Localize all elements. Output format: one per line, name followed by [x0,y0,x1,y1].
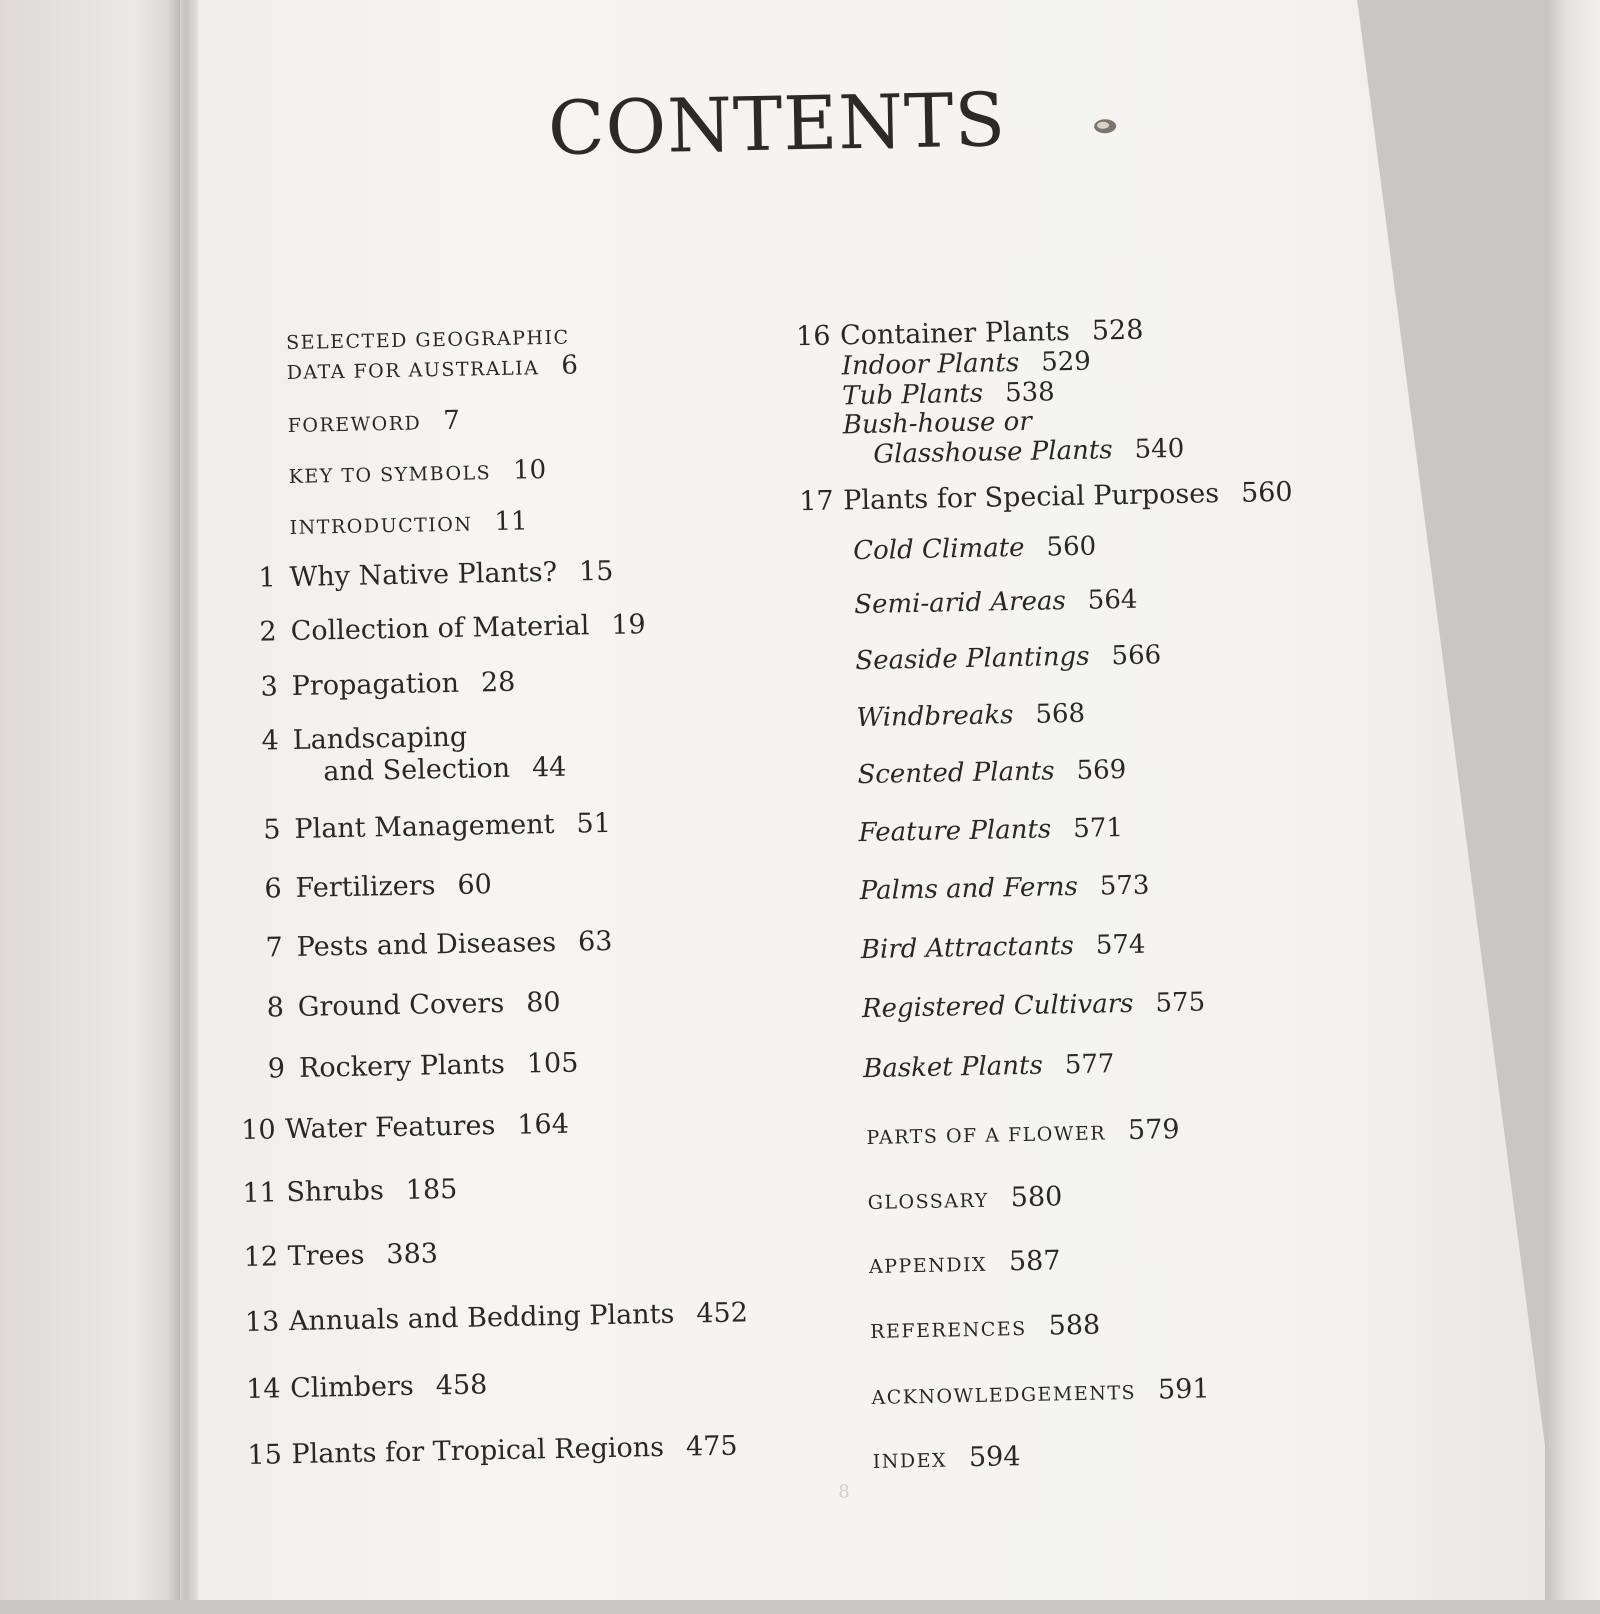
subsection-title: Feature Plants [858,814,1052,849]
toc-entry-page: 11 [494,506,528,538]
subsection-title: Registered Cultivars [861,988,1134,1025]
toc-chapter-12[interactable] [243,1238,438,1273]
chapter-title: Fertilizers [295,870,436,904]
chapter-number: 7 [265,932,284,964]
subsection-title: Indoor Plants [841,347,1020,382]
toc-subsection-cold-climate[interactable] [853,532,1096,567]
chapter-number: 4 [261,725,280,757]
chapter-title: Plants for Tropical Regions [291,1431,665,1471]
chapter-title: Collection of Material [290,610,590,647]
chapter-number: 6 [264,873,282,905]
toc-entry-appendix[interactable] [869,1245,1061,1280]
chapter-number: 5 [263,814,281,846]
toc-chapter-15[interactable] [247,1431,738,1471]
subsection-page: 574 [1095,929,1146,961]
toc-entry-label: PARTS OF A FLOWER [866,1122,1107,1150]
chapter-page: 60 [457,869,493,901]
chapter-page: 383 [386,1238,439,1271]
subsection-page: 568 [1035,698,1086,730]
toc-entry-geographic-data[interactable] [286,323,578,387]
chapter-title: Rockery Plants [298,1048,506,1084]
toc-chapter-17[interactable] [799,477,1293,517]
subsection-page: 540 [1134,433,1185,465]
chapter-number: 1 [258,562,276,594]
chapter-page: 475 [685,1430,738,1463]
toc-entry-glossary[interactable] [867,1181,1062,1216]
toc-chapter-14[interactable] [246,1369,488,1405]
page-number: 8 [838,1481,850,1503]
chapter-title: Plants for Special Purposes [842,478,1220,517]
toc-entry-label: FOREWORD [287,412,422,437]
chapter-title: Annuals and Bedding Plants [288,1298,675,1338]
toc-entry-page: 6 [561,350,579,381]
chapter-page: 458 [435,1369,488,1402]
chapter-page: 105 [526,1047,579,1080]
toc-entry-label: GLOSSARY [867,1189,990,1215]
chapter-page: 15 [578,555,614,588]
toc-chapter-11[interactable] [242,1174,457,1209]
toc-entry-foreword[interactable] [287,406,460,439]
subsection-title: Semi-arid Areas [853,586,1067,621]
toc-entry-page: 7 [442,405,461,437]
chapter-page: 63 [577,925,613,958]
toc-entry-label: APPENDIX [868,1253,988,1278]
toc-chapter-8[interactable] [254,987,561,1024]
toc-subsection-feature[interactable] [858,813,1123,848]
toc-entry-page: 10 [512,455,547,486]
subsection-title: Windbreaks [856,700,1014,734]
subsection-title: Seaside Plantings [855,641,1090,677]
chapter-title: Shrubs [286,1175,385,1209]
chapter-page: 560 [1240,476,1293,509]
toc-entry-label: INTRODUCTION [289,513,473,539]
toc-entry-label: ACKNOWLEDGEMENTS [871,1381,1137,1409]
chapter-number: 2 [259,616,277,648]
toc-chapter-1[interactable] [245,556,613,594]
chapter-page: 528 [1091,314,1144,347]
subsection-title: Palms and Ferns [859,871,1079,907]
toc-chapter-16[interactable] [796,315,1144,353]
chapter-page: 185 [405,1173,458,1206]
toc-subsection-basket[interactable] [863,1049,1115,1084]
subsection-page: 564 [1087,584,1138,616]
chapter-title: Container Plants [839,315,1071,352]
toc-entry-parts-of-a-flower[interactable] [866,1114,1180,1151]
chapter-number: 15 [247,1439,283,1471]
toc-entry-label: SELECTED GEOGRAPHIC [285,326,570,355]
toc-entry-index[interactable] [872,1441,1020,1475]
toc-entry-key-to-symbols[interactable] [288,455,546,490]
subsection-title: Bush-house or [842,406,1033,441]
toc-subsection-semi-arid[interactable] [854,585,1138,620]
toc-chapter-9[interactable] [255,1048,579,1085]
toc-chapter-3[interactable] [247,667,515,703]
subsection-page: 560 [1046,531,1097,563]
subsection-title: Bird Attractants [860,931,1075,966]
subsection-page: 569 [1076,754,1127,786]
chapter-title-continued: and Selection [323,752,511,788]
toc-entry-label: KEY TO SYMBOLS [288,462,492,488]
toc-entry-label: DATA FOR AUSTRALIA [286,357,540,385]
chapter-number: 12 [243,1241,279,1273]
subsection-title: Scented Plants [857,756,1055,791]
subsection-title-continued: Glasshouse Plants [873,435,1113,470]
chapter-number: 16 [795,320,831,353]
subsection-title: Basket Plants [862,1050,1044,1085]
toc-chapter-5[interactable] [250,808,611,846]
toc-subsection-bird-attractants[interactable] [861,930,1146,965]
toc-chapter-13[interactable] [245,1297,749,1338]
toc-entry-page: 594 [968,1441,1021,1474]
chapter-title: Trees [287,1239,365,1273]
chapter-title: Propagation [291,667,460,702]
toc-chapter-10[interactable] [241,1109,569,1146]
toc-entry-introduction[interactable] [289,506,527,541]
page-title: CONTENTS [547,77,1007,172]
chapter-number: 10 [240,1114,276,1147]
chapter-number: 14 [245,1373,281,1405]
subsection-page: 529 [1040,346,1092,378]
chapter-title: Ground Covers [297,987,505,1023]
chapter-title: Landscaping [292,721,468,756]
toc-entry-references[interactable] [870,1310,1101,1345]
toc-chapter-4[interactable] [248,720,566,790]
chapter-title: Climbers [289,1370,415,1405]
toc-entry-label: INDEX [872,1449,948,1473]
toc-subsection-indoor-plants[interactable] [841,347,1091,382]
toc-entry-page: 591 [1157,1373,1210,1406]
subsection-page: 575 [1155,987,1206,1019]
chapter-number: 8 [266,992,285,1024]
chapter-page: 28 [480,666,516,699]
toc-subsection-seaside[interactable] [855,640,1161,676]
chapter-page: 80 [525,986,561,1019]
chapter-title: Why Native Plants? [289,556,558,593]
chapter-page: 452 [696,1297,749,1330]
chapter-title: Pests and Diseases [296,926,557,963]
subsection-page: 573 [1099,870,1150,902]
subsection-page: 577 [1064,1049,1115,1081]
chapter-page: 51 [576,807,612,840]
chapter-number: 13 [244,1306,280,1338]
toc-subsection-palms-ferns[interactable] [859,871,1149,907]
subsection-page: 571 [1072,813,1124,844]
bookmark-icon [1092,117,1118,135]
chapter-number: 9 [267,1053,286,1085]
subsection-title: Cold Climate [852,532,1025,567]
chapter-number: 11 [242,1177,278,1210]
toc-entry-page: 588 [1048,1309,1101,1342]
toc-entry-acknowledgements[interactable] [871,1373,1210,1410]
toc-subsection-bush-house[interactable] [843,404,1185,471]
toc-chapter-2[interactable] [246,609,646,648]
chapter-title: Water Features [284,1110,496,1146]
toc-subsection-registered-cultivars[interactable] [862,987,1206,1024]
chapter-page: 44 [531,751,567,784]
chapter-page: 19 [611,609,646,641]
chapter-title: Plant Management [294,808,555,845]
subsection-page: 566 [1111,640,1162,672]
toc-entry-page: 579 [1127,1114,1180,1146]
toc-chapter-7[interactable] [252,926,612,964]
toc-subsection-windbreaks[interactable] [856,699,1085,733]
subsection-page: 538 [1004,377,1055,409]
chapter-number: 3 [260,671,279,703]
subsection-title: Tub Plants [841,378,984,412]
chapter-number: 17 [798,485,834,518]
toc-chapter-6[interactable] [251,869,492,905]
toc-entry-page: 580 [1010,1181,1063,1214]
toc-entry-label: REFERENCES [870,1317,1027,1343]
chapter-page: 164 [517,1108,570,1141]
toc-subsection-scented[interactable] [857,755,1126,790]
toc-entry-page: 587 [1008,1245,1061,1278]
